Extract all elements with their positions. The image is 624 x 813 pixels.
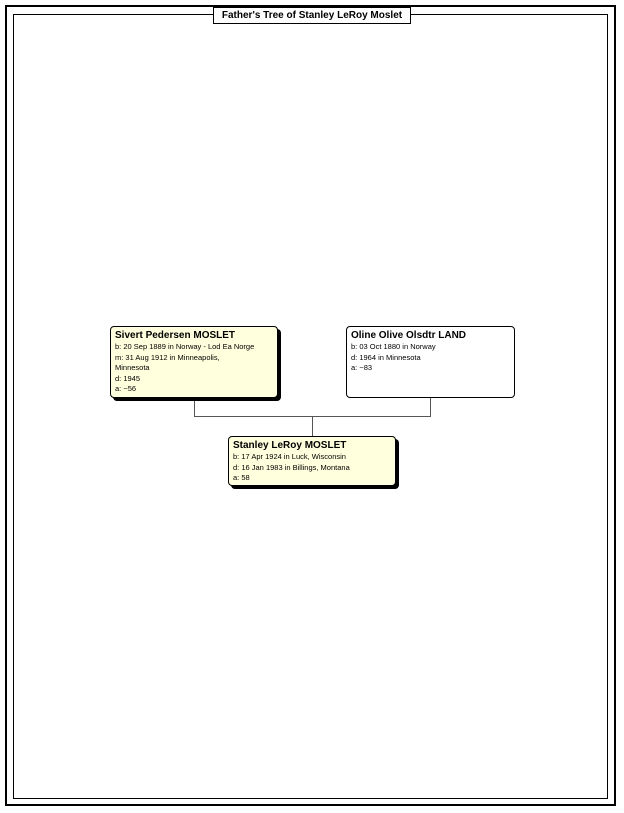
person-birth: b: 17 Apr 1924 in Luck, Wisconsin bbox=[233, 452, 346, 461]
person-name: Oline Olive Olsdtr LAND bbox=[351, 330, 467, 341]
person-name: Stanley LeRoy MOSLET bbox=[233, 440, 347, 451]
person-death: d: 16 Jan 1983 in Billings, Montana bbox=[233, 462, 350, 472]
person-name: Sivert Pedersen MOSLET bbox=[115, 330, 236, 341]
connector-child-drop bbox=[312, 416, 313, 436]
person-age: a: ~56 bbox=[115, 384, 137, 394]
person-birth: b: 03 Oct 1880 in Norway bbox=[351, 342, 436, 351]
person-box-mother[interactable] bbox=[346, 326, 515, 398]
person-age: a: ~83 bbox=[351, 363, 373, 373]
person-age: a: 58 bbox=[233, 473, 250, 483]
person-birth: b: 20 Sep 1889 in Norway - Lod Ea Norge bbox=[115, 342, 255, 351]
person-death: d: 1945 bbox=[115, 373, 141, 383]
person-box-subject[interactable] bbox=[228, 436, 396, 486]
connector-father-drop bbox=[194, 398, 195, 416]
connector-mother-drop bbox=[430, 398, 431, 416]
person-marriage: m: 31 Aug 1912 in Minneapolis, bbox=[115, 352, 220, 362]
person-death: d: 1964 in Minnesota bbox=[351, 352, 421, 362]
person-box-father[interactable] bbox=[110, 326, 278, 398]
person-marriage-cont: Minnesota bbox=[115, 363, 150, 373]
page-title: Father's Tree of Stanley LeRoy Moslet bbox=[213, 7, 411, 24]
page-inner-border bbox=[13, 14, 608, 799]
